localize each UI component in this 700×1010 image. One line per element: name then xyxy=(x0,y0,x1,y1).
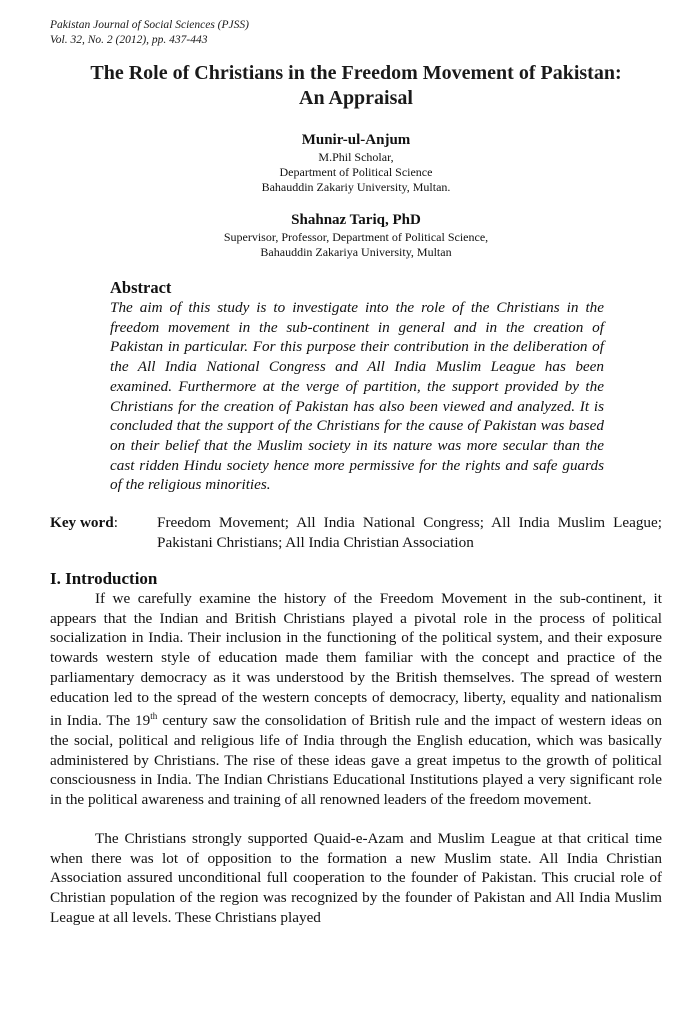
paper-title xyxy=(50,61,662,111)
author-affiliation-line: Supervisor, Professor, Department of Political Science, xyxy=(223,230,489,244)
introduction-heading: I. Introduction xyxy=(50,569,158,589)
introduction-paragraph-2: The Christians strongly supported Quaid-e-Azam and Muslim League at that critical time when there was lot of opposition to the formation a new Muslim state. All India Christian Association assured unconditional full cooperation to the founder of Pakistan. This crucial role of Christian population of the region was recognized by the founder of Pakistan and All India Muslim League at all levels. These Christians played xyxy=(50,829,662,926)
author-name: Shahnaz Tariq, PhD xyxy=(291,212,421,228)
keywords-label: Key word xyxy=(50,514,114,532)
author-2 xyxy=(50,211,662,260)
superscript: th xyxy=(150,711,158,722)
author-affiliation-line: Bahauddin Zakariy University, Multan. xyxy=(261,180,451,194)
author-name: Munir-ul-Anjum xyxy=(301,132,411,148)
paper-title-line-1: The Role of Christians in the Freedom Movement of Pakistan: xyxy=(90,62,622,84)
journal-name: Pakistan Journal of Social Sciences (PJSS) xyxy=(50,19,249,31)
abstract-section xyxy=(110,278,604,495)
paper-page xyxy=(50,18,662,927)
author-affiliation-line: Department of Political Science xyxy=(279,165,433,179)
abstract-body: The aim of this study is to investigate into the role of the Christians in the freedom movement in the sub-continent in general and in the creation of Pakistan in particular. For this purpose their contribution in the deliberation of the All India National Congress and All India Muslim League has been examined. Furthermore at the verge of partition, the support provided by the Christians for the creation of Pakistan has also been viewed and analyzed. It is concluded that the support of the Christians for the cause of Pakistan was based on their belief that the Muslim society in its nature was more secular than the cast ridden Hindu society hence more permissive for the rights and safe guards of the religious minorities. xyxy=(110,299,604,494)
paper-title-line-2: An Appraisal xyxy=(299,87,413,109)
introduction-paragraph-1 xyxy=(50,589,662,810)
journal-volume: Vol. 32, No. 2 (2012), pp. 437-443 xyxy=(50,34,208,46)
keywords-section xyxy=(50,513,662,553)
abstract-heading: Abstract xyxy=(110,278,172,297)
paragraph-text: If we carefully examine the history of the Freedom Movement in the sub-continent, it appears that the Indian and British Christians played a pivotal role in the process of political socialization in India. Their inclusion in the functioning of the political system, and their exposure towards western style of education made them familiar with the concept and practice of the parliamentary democracy as it was understood by the British themselves. The spread of western education led to the spread of the western concepts of democracy, liberty, equality and nationalism in India. The 19 xyxy=(50,590,662,730)
author-affiliation-line: Bahauddin Zakariya University, Multan xyxy=(260,245,452,259)
author-affiliation-line: M.Phil Scholar, xyxy=(318,150,394,164)
paragraph-text: century saw the consolidation of British rule and the impact of western ideas on the social, political and religious life of India through the English education, which was basically administered by Christians. The rise of these ideas gave a great impetus to the growth of political consciousness in India. The Indian Christians Educational Institutions played a very significant role in the political awareness and training of all renowned leaders of the freedom movement. xyxy=(50,712,662,809)
keywords-label-wrap: Key word: xyxy=(50,514,118,532)
author-1 xyxy=(50,131,662,195)
journal-header xyxy=(50,18,662,48)
keywords-text: Freedom Movement; All India National Congress; All India Muslim League; Pakistani Christians; All India Christian Association xyxy=(157,514,662,552)
